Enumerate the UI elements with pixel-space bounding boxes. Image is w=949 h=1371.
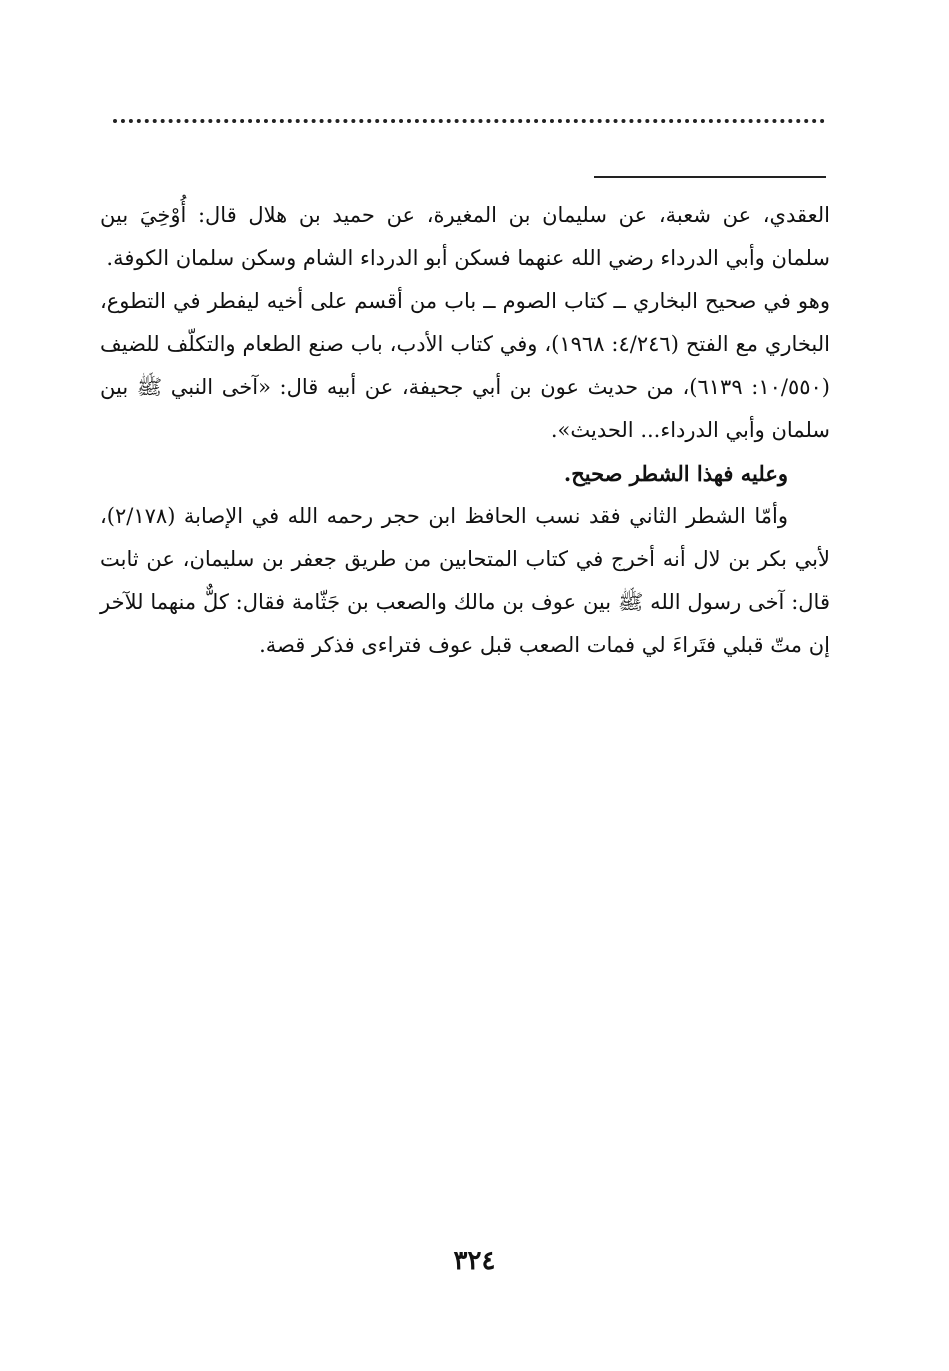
footnote-short-rule [594,176,826,178]
footnote-dotted-separator [113,119,825,123]
page-number: ٣٢٤ [453,1246,496,1276]
paragraph-2: وهو في صحيح البخاري ــ كتاب الصوم ــ باب من أقسم على أخيه ليفطر في التطوع، البخاري مع الفتح (٤/٢٤٦: ١٩٦٨)، وفي كتاب الأدب، باب صنع الطعام والتكلّف للضيف (١٠/٥٥٠: ٦١٣٩)، من حديث عون بن أبي جحيفة، عن أبيه قال: «آخى النبي ﷺ بين سلمان وأبي الدرداء... الحديث». [100,289,830,442]
paragraph-4: وأمّا الشطر الثاني فقد نسب الحافظ ابن حجر رحمه الله في الإصابة (٢/١٧٨)، لأبي بكر بن لال أنه أخرج في كتاب المتحابين من طريق جعفر بن سليمان، عن ثابت قال: آخى رسول الله ﷺ بين عوف بن مالك والصعب بن جَثّامة فقال: كلٌّ منهما للآخر إن متّ قبلي فتَراءَ لي فمات الصعب قبل عوف فتراءى فذكر قصة. [100,504,830,657]
paragraph-1: العقدي، عن شعبة، عن سليمان بن المغيرة، عن حميد بن هلال قال: أُوْخِيَ بين سلمان وأبي الدرداء رضي الله عنهما فسكن أبو الدرداء الشام وسكن سلمان الكوفة. [100,203,830,270]
footnote-text-block [100,194,830,667]
paragraph-3-conclusion: وعليه فهذا الشطر صحيح. [563,461,788,486]
